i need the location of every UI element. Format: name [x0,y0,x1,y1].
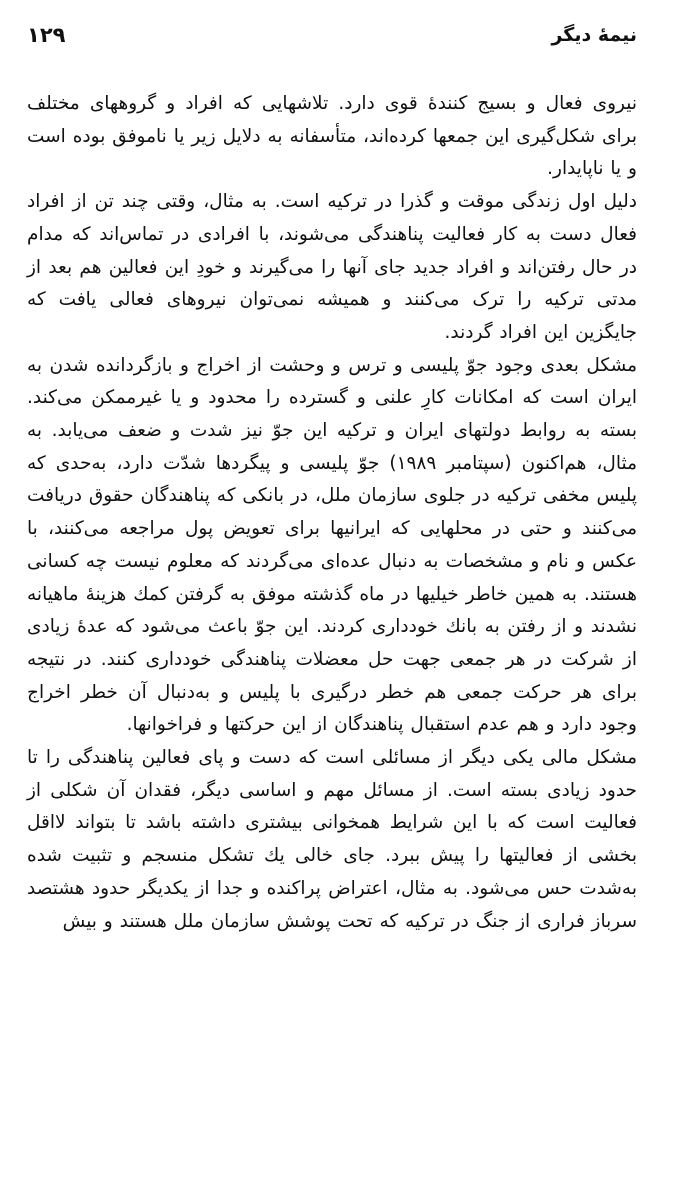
paragraph-2: دلیل اول زندگی موقت و گذرا در ترکیه است. به مثال، وقتی چند تن از افراد فعال دست به کار فعالیت پناهندگی می‌شوند، با افرادی در تماس‌اند که مدام در حال رفتن‌اند و افراد جدید جای آنها را می‌گیرند و خودِ این فعالین هم بعد از مدتی ترکیه را ترک می‌کنند و همیشه نمی‌توان نیروهای فعالی یافت که جایگزین این افراد گردند. [27,191,637,343]
page-number: ۱۲۹ [27,23,66,47]
body-text [27,88,637,938]
paragraph-1: نیروی فعال و بسیج کنندهٔ قوی دارد. تلاشهایی که افراد و گروههای مختلف برای شکل‌گیری این جمعها کرده‌اند، متأسفانه به دلایل زیر یا ناموفق بوده است و یا ناپایدار. [27,93,637,180]
running-title: نیمهٔ دیگر [551,24,637,46]
paragraph-3: مشکل بعدی وجود جوّ پلیسی و ترس و وحشت از اخراج و بازگردانده شدن به ایران است که امکانات کارِ علنی و گسترده را محدود و یا غیرممکن می‌کند. بسته به روابط دولتهای ایران و ترکیه این جوّ نیز شدت و ضعف می‌یابد. به مثال، هم‌اکنون (سپتامبر ۱۹۸۹) جوّ پلیسی و پیگردها شدّت دارد، به‌حدی که پلیس مخفی ترکیه در جلوی سازمان ملل، در بانکی که پناهندگان حقوق دریافت می‌کنند و حتی در محلهایی که ایرانیها برای تعویض پول مراجعه می‌کنند، با عکس و نام و مشخصات به دنبال عده‌ای می‌گردند که معلوم نیست چه کسانی هستند. به همین خاطر خیلیها در ماه گذشته موفق به گرفتن کمك هزینهٔ ماهیانه نشدند و از رفتن به بانك خودداری کردند. این جوّ باعث می‌شود که عدهٔ زیادی از شرکت در هر جمعی جهت حل معضلات پناهندگی خودداری کنند. در نتیجه برای هر حرکت جمعی هم خطر درگیری با پلیس و به‌دنبال آن خطر اخراج وجود دارد و هم عدم استقبال پناهندگان از این حرکتها و فراخوانها. [27,354,637,736]
paragraph-4: مشکل مالی یکی دیگر از مسائلی است که دست و پای فعالین پناهندگی را تا حدود زیادی بسته است. از مسائل مهم و اساسی دیگر، فقدان آن شکلی از فعالیت است که با این شرایط همخوانی بیشتری داشته باشد تا بتواند لااقل بخشی از فعالیتها را پیش ببرد. جای خالی یك تشکل منسجم و تثبیت شده به‌شدت حس می‌شود. به مثال، اعتراض پراکنده و جدا از یکدیگر حدود هشتصد سرباز فراری از جنگ در ترکیه که تحت پوشش سازمان ملل هستند و بیش [27,747,637,932]
page-header [27,18,637,52]
